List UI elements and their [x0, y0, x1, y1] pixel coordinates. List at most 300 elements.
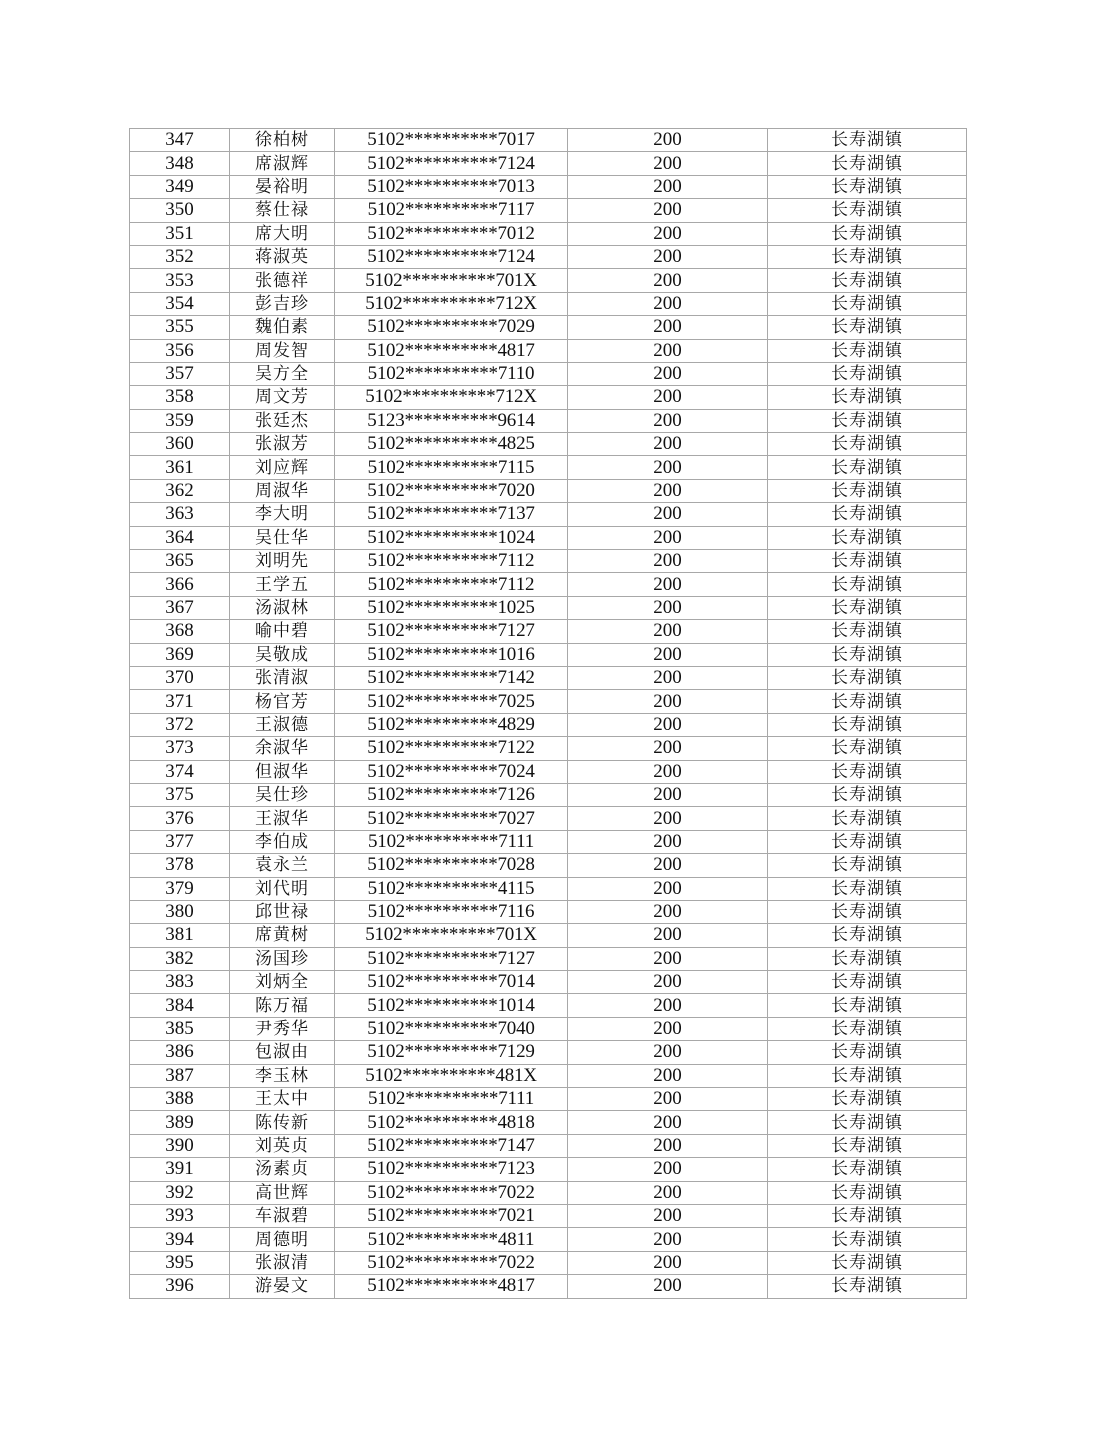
table-row	[130, 760, 967, 783]
amount: 200	[568, 245, 768, 268]
amount: 200	[568, 877, 768, 900]
amount: 200	[568, 596, 768, 619]
town-name: 长寿湖镇	[768, 596, 967, 619]
amount: 200	[568, 269, 768, 292]
town-name: 长寿湖镇	[768, 854, 967, 877]
person-name: 吴仕珍	[230, 783, 335, 806]
table-row	[130, 175, 967, 198]
row-number: 392	[130, 1181, 230, 1204]
person-name: 王学五	[230, 573, 335, 596]
person-name: 席大明	[230, 222, 335, 245]
person-name: 徐柏树	[230, 129, 335, 152]
id-number: 5102**********7025	[335, 690, 568, 713]
person-name: 彭吉珍	[230, 292, 335, 315]
row-number: 353	[130, 269, 230, 292]
row-number: 352	[130, 245, 230, 268]
table-row	[130, 1204, 967, 1227]
amount: 200	[568, 152, 768, 175]
row-number: 355	[130, 316, 230, 339]
amount: 200	[568, 1134, 768, 1157]
person-name: 张清淑	[230, 666, 335, 689]
person-name: 余淑华	[230, 737, 335, 760]
amount: 200	[568, 620, 768, 643]
amount: 200	[568, 830, 768, 853]
town-name: 长寿湖镇	[768, 1064, 967, 1087]
row-number: 384	[130, 994, 230, 1017]
person-name: 刘英贞	[230, 1134, 335, 1157]
amount: 200	[568, 643, 768, 666]
row-number: 371	[130, 690, 230, 713]
id-number: 5102**********4817	[335, 1275, 568, 1298]
amount: 200	[568, 783, 768, 806]
table-row	[130, 339, 967, 362]
row-number: 378	[130, 854, 230, 877]
person-name: 刘炳全	[230, 971, 335, 994]
town-name: 长寿湖镇	[768, 152, 967, 175]
amount: 200	[568, 1064, 768, 1087]
row-number: 383	[130, 971, 230, 994]
amount: 200	[568, 690, 768, 713]
table-row	[130, 409, 967, 432]
row-number: 388	[130, 1088, 230, 1111]
town-name: 长寿湖镇	[768, 175, 967, 198]
town-name: 长寿湖镇	[768, 222, 967, 245]
row-number: 396	[130, 1275, 230, 1298]
row-number: 372	[130, 713, 230, 736]
row-number: 390	[130, 1134, 230, 1157]
id-number: 5102**********7129	[335, 1041, 568, 1064]
town-name: 长寿湖镇	[768, 666, 967, 689]
town-name: 长寿湖镇	[768, 456, 967, 479]
row-number: 365	[130, 550, 230, 573]
amount: 200	[568, 994, 768, 1017]
amount: 200	[568, 1228, 768, 1251]
table-row	[130, 900, 967, 923]
table-row	[130, 1064, 967, 1087]
amount: 200	[568, 1158, 768, 1181]
person-name: 吴仕华	[230, 526, 335, 549]
person-name: 袁永兰	[230, 854, 335, 877]
town-name: 长寿湖镇	[768, 1275, 967, 1298]
town-name: 长寿湖镇	[768, 316, 967, 339]
table-row	[130, 199, 967, 222]
person-name: 李大明	[230, 503, 335, 526]
town-name: 长寿湖镇	[768, 1204, 967, 1227]
table-row	[130, 362, 967, 385]
id-number: 5102**********7124	[335, 152, 568, 175]
person-name: 李伯成	[230, 830, 335, 853]
id-number: 5102**********7123	[335, 1158, 568, 1181]
id-number: 5102**********7014	[335, 971, 568, 994]
person-name: 李玉林	[230, 1064, 335, 1087]
amount: 200	[568, 1275, 768, 1298]
amount: 200	[568, 175, 768, 198]
amount: 200	[568, 900, 768, 923]
person-name: 魏伯素	[230, 316, 335, 339]
town-name: 长寿湖镇	[768, 877, 967, 900]
town-name: 长寿湖镇	[768, 1134, 967, 1157]
person-name: 王淑德	[230, 713, 335, 736]
amount: 200	[568, 1111, 768, 1134]
amount: 200	[568, 1017, 768, 1040]
person-name: 邱世禄	[230, 900, 335, 923]
table-row	[130, 152, 967, 175]
amount: 200	[568, 807, 768, 830]
amount: 200	[568, 760, 768, 783]
town-name: 长寿湖镇	[768, 900, 967, 923]
town-name: 长寿湖镇	[768, 643, 967, 666]
subsidy-roster-table	[129, 128, 967, 1299]
amount: 200	[568, 971, 768, 994]
amount: 200	[568, 362, 768, 385]
person-name: 但淑华	[230, 760, 335, 783]
table-row	[130, 690, 967, 713]
town-name: 长寿湖镇	[768, 947, 967, 970]
row-number: 366	[130, 573, 230, 596]
table-row	[130, 666, 967, 689]
town-name: 长寿湖镇	[768, 573, 967, 596]
town-name: 长寿湖镇	[768, 503, 967, 526]
row-number: 359	[130, 409, 230, 432]
row-number: 376	[130, 807, 230, 830]
id-number: 5102**********7110	[335, 362, 568, 385]
town-name: 长寿湖镇	[768, 1228, 967, 1251]
town-name: 长寿湖镇	[768, 386, 967, 409]
table-row	[130, 245, 967, 268]
amount: 200	[568, 503, 768, 526]
table-row	[130, 269, 967, 292]
table-row	[130, 526, 967, 549]
id-number: 5102**********4811	[335, 1228, 568, 1251]
id-number: 5102**********7142	[335, 666, 568, 689]
row-number: 360	[130, 433, 230, 456]
roster-body	[130, 129, 967, 1299]
amount: 200	[568, 924, 768, 947]
amount: 200	[568, 947, 768, 970]
table-row	[130, 854, 967, 877]
person-name: 周淑华	[230, 479, 335, 502]
person-name: 陈万福	[230, 994, 335, 1017]
town-name: 长寿湖镇	[768, 245, 967, 268]
id-number: 5102**********7012	[335, 222, 568, 245]
amount: 200	[568, 854, 768, 877]
town-name: 长寿湖镇	[768, 924, 967, 947]
table-row	[130, 971, 967, 994]
table-row	[130, 1228, 967, 1251]
id-number: 5102**********7017	[335, 129, 568, 152]
person-name: 蔡仕禄	[230, 199, 335, 222]
id-number: 5102**********1016	[335, 643, 568, 666]
id-number: 5102**********7029	[335, 316, 568, 339]
table-row	[130, 386, 967, 409]
table-row	[130, 1275, 967, 1298]
table-row	[130, 643, 967, 666]
town-name: 长寿湖镇	[768, 1041, 967, 1064]
amount: 200	[568, 339, 768, 362]
person-name: 周德明	[230, 1228, 335, 1251]
person-name: 王淑华	[230, 807, 335, 830]
person-name: 刘代明	[230, 877, 335, 900]
amount: 200	[568, 456, 768, 479]
town-name: 长寿湖镇	[768, 1017, 967, 1040]
town-name: 长寿湖镇	[768, 737, 967, 760]
id-number: 5102**********701X	[335, 924, 568, 947]
amount: 200	[568, 1204, 768, 1227]
row-number: 380	[130, 900, 230, 923]
town-name: 长寿湖镇	[768, 526, 967, 549]
person-name: 刘应辉	[230, 456, 335, 479]
id-number: 5102**********7122	[335, 737, 568, 760]
person-name: 尹秀华	[230, 1017, 335, 1040]
id-number: 5102**********7027	[335, 807, 568, 830]
table-row	[130, 596, 967, 619]
amount: 200	[568, 573, 768, 596]
town-name: 长寿湖镇	[768, 362, 967, 385]
table-row	[130, 924, 967, 947]
amount: 200	[568, 222, 768, 245]
row-number: 358	[130, 386, 230, 409]
id-number: 5102**********7147	[335, 1134, 568, 1157]
town-name: 长寿湖镇	[768, 713, 967, 736]
row-number: 363	[130, 503, 230, 526]
person-name: 车淑碧	[230, 1204, 335, 1227]
amount: 200	[568, 526, 768, 549]
town-name: 长寿湖镇	[768, 783, 967, 806]
id-number: 5102**********7117	[335, 199, 568, 222]
id-number: 5102**********7021	[335, 1204, 568, 1227]
id-number: 5102**********712X	[335, 292, 568, 315]
row-number: 381	[130, 924, 230, 947]
amount: 200	[568, 199, 768, 222]
table-row	[130, 456, 967, 479]
amount: 200	[568, 666, 768, 689]
amount: 200	[568, 433, 768, 456]
row-number: 382	[130, 947, 230, 970]
row-number: 391	[130, 1158, 230, 1181]
id-number: 5102**********7020	[335, 479, 568, 502]
row-number: 379	[130, 877, 230, 900]
id-number: 5102**********7112	[335, 573, 568, 596]
table-row	[130, 503, 967, 526]
id-number: 5102**********7124	[335, 245, 568, 268]
table-row	[130, 550, 967, 573]
id-number: 5102**********7137	[335, 503, 568, 526]
row-number: 361	[130, 456, 230, 479]
id-number: 5102**********7127	[335, 947, 568, 970]
id-number: 5102**********7013	[335, 175, 568, 198]
amount: 200	[568, 713, 768, 736]
row-number: 354	[130, 292, 230, 315]
person-name: 晏裕明	[230, 175, 335, 198]
id-number: 5102**********4825	[335, 433, 568, 456]
row-number: 386	[130, 1041, 230, 1064]
row-number: 362	[130, 479, 230, 502]
town-name: 长寿湖镇	[768, 994, 967, 1017]
town-name: 长寿湖镇	[768, 971, 967, 994]
person-name: 汤淑林	[230, 596, 335, 619]
row-number: 375	[130, 783, 230, 806]
id-number: 5102**********4817	[335, 339, 568, 362]
town-name: 长寿湖镇	[768, 409, 967, 432]
id-number: 5102**********1025	[335, 596, 568, 619]
row-number: 374	[130, 760, 230, 783]
row-number: 387	[130, 1064, 230, 1087]
row-number: 351	[130, 222, 230, 245]
person-name: 王太中	[230, 1088, 335, 1111]
table-row	[130, 573, 967, 596]
town-name: 长寿湖镇	[768, 1181, 967, 1204]
person-name: 包淑由	[230, 1041, 335, 1064]
row-number: 368	[130, 620, 230, 643]
table-row	[130, 1134, 967, 1157]
table-row	[130, 1158, 967, 1181]
row-number: 350	[130, 199, 230, 222]
person-name: 蒋淑英	[230, 245, 335, 268]
amount: 200	[568, 409, 768, 432]
table-row	[130, 1041, 967, 1064]
row-number: 356	[130, 339, 230, 362]
amount: 200	[568, 479, 768, 502]
id-number: 5102**********4115	[335, 877, 568, 900]
id-number: 5102**********7022	[335, 1181, 568, 1204]
person-name: 刘明先	[230, 550, 335, 573]
town-name: 长寿湖镇	[768, 760, 967, 783]
table-row	[130, 1017, 967, 1040]
town-name: 长寿湖镇	[768, 690, 967, 713]
table-row	[130, 1088, 967, 1111]
person-name: 游晏文	[230, 1275, 335, 1298]
table-row	[130, 479, 967, 502]
id-number: 5102**********7127	[335, 620, 568, 643]
table-row	[130, 129, 967, 152]
amount: 200	[568, 1251, 768, 1274]
amount: 200	[568, 1041, 768, 1064]
table-row	[130, 620, 967, 643]
id-number: 5102**********7116	[335, 900, 568, 923]
amount: 200	[568, 316, 768, 339]
table-row	[130, 222, 967, 245]
town-name: 长寿湖镇	[768, 433, 967, 456]
id-number: 5102**********701X	[335, 269, 568, 292]
row-number: 389	[130, 1111, 230, 1134]
town-name: 长寿湖镇	[768, 550, 967, 573]
id-number: 5102**********7112	[335, 550, 568, 573]
town-name: 长寿湖镇	[768, 1251, 967, 1274]
row-number: 369	[130, 643, 230, 666]
town-name: 长寿湖镇	[768, 1111, 967, 1134]
town-name: 长寿湖镇	[768, 1158, 967, 1181]
table-row	[130, 783, 967, 806]
amount: 200	[568, 737, 768, 760]
person-name: 吴敬成	[230, 643, 335, 666]
row-number: 373	[130, 737, 230, 760]
id-number: 5102**********7126	[335, 783, 568, 806]
table-row	[130, 1111, 967, 1134]
row-number: 357	[130, 362, 230, 385]
id-number: 5102**********4818	[335, 1111, 568, 1134]
town-name: 长寿湖镇	[768, 269, 967, 292]
town-name: 长寿湖镇	[768, 1088, 967, 1111]
person-name: 张淑芳	[230, 433, 335, 456]
row-number: 348	[130, 152, 230, 175]
table-row	[130, 737, 967, 760]
amount: 200	[568, 550, 768, 573]
table-row	[130, 994, 967, 1017]
row-number: 394	[130, 1228, 230, 1251]
table-row	[130, 807, 967, 830]
amount: 200	[568, 292, 768, 315]
town-name: 长寿湖镇	[768, 830, 967, 853]
person-name: 张淑清	[230, 1251, 335, 1274]
id-number: 5102**********7022	[335, 1251, 568, 1274]
town-name: 长寿湖镇	[768, 129, 967, 152]
id-number: 5102**********7040	[335, 1017, 568, 1040]
town-name: 长寿湖镇	[768, 807, 967, 830]
row-number: 385	[130, 1017, 230, 1040]
table-row	[130, 713, 967, 736]
id-number: 5102**********1024	[335, 526, 568, 549]
person-name: 高世辉	[230, 1181, 335, 1204]
row-number: 367	[130, 596, 230, 619]
id-number: 5102**********7111	[335, 830, 568, 853]
id-number: 5102**********712X	[335, 386, 568, 409]
row-number: 349	[130, 175, 230, 198]
row-number: 395	[130, 1251, 230, 1274]
person-name: 杨官芳	[230, 690, 335, 713]
person-name: 张德祥	[230, 269, 335, 292]
id-number: 5102**********7111	[335, 1088, 568, 1111]
id-number: 5102**********1014	[335, 994, 568, 1017]
table-row	[130, 830, 967, 853]
town-name: 长寿湖镇	[768, 339, 967, 362]
person-name: 周发智	[230, 339, 335, 362]
person-name: 陈传新	[230, 1111, 335, 1134]
person-name: 席黄树	[230, 924, 335, 947]
person-name: 汤素贞	[230, 1158, 335, 1181]
amount: 200	[568, 386, 768, 409]
town-name: 长寿湖镇	[768, 620, 967, 643]
table-row	[130, 1251, 967, 1274]
person-name: 席淑辉	[230, 152, 335, 175]
table-row	[130, 1181, 967, 1204]
town-name: 长寿湖镇	[768, 292, 967, 315]
table-row	[130, 316, 967, 339]
id-number: 5102**********7028	[335, 854, 568, 877]
row-number: 377	[130, 830, 230, 853]
person-name: 周文芳	[230, 386, 335, 409]
id-number: 5123**********9614	[335, 409, 568, 432]
table-row	[130, 292, 967, 315]
amount: 200	[568, 1088, 768, 1111]
id-number: 5102**********4829	[335, 713, 568, 736]
person-name: 吴方全	[230, 362, 335, 385]
table-row	[130, 877, 967, 900]
person-name: 汤国珍	[230, 947, 335, 970]
table-row	[130, 947, 967, 970]
id-number: 5102**********481X	[335, 1064, 568, 1087]
town-name: 长寿湖镇	[768, 479, 967, 502]
row-number: 347	[130, 129, 230, 152]
row-number: 393	[130, 1204, 230, 1227]
id-number: 5102**********7024	[335, 760, 568, 783]
table-row	[130, 433, 967, 456]
town-name: 长寿湖镇	[768, 199, 967, 222]
amount: 200	[568, 1181, 768, 1204]
row-number: 370	[130, 666, 230, 689]
id-number: 5102**********7115	[335, 456, 568, 479]
row-number: 364	[130, 526, 230, 549]
amount: 200	[568, 129, 768, 152]
